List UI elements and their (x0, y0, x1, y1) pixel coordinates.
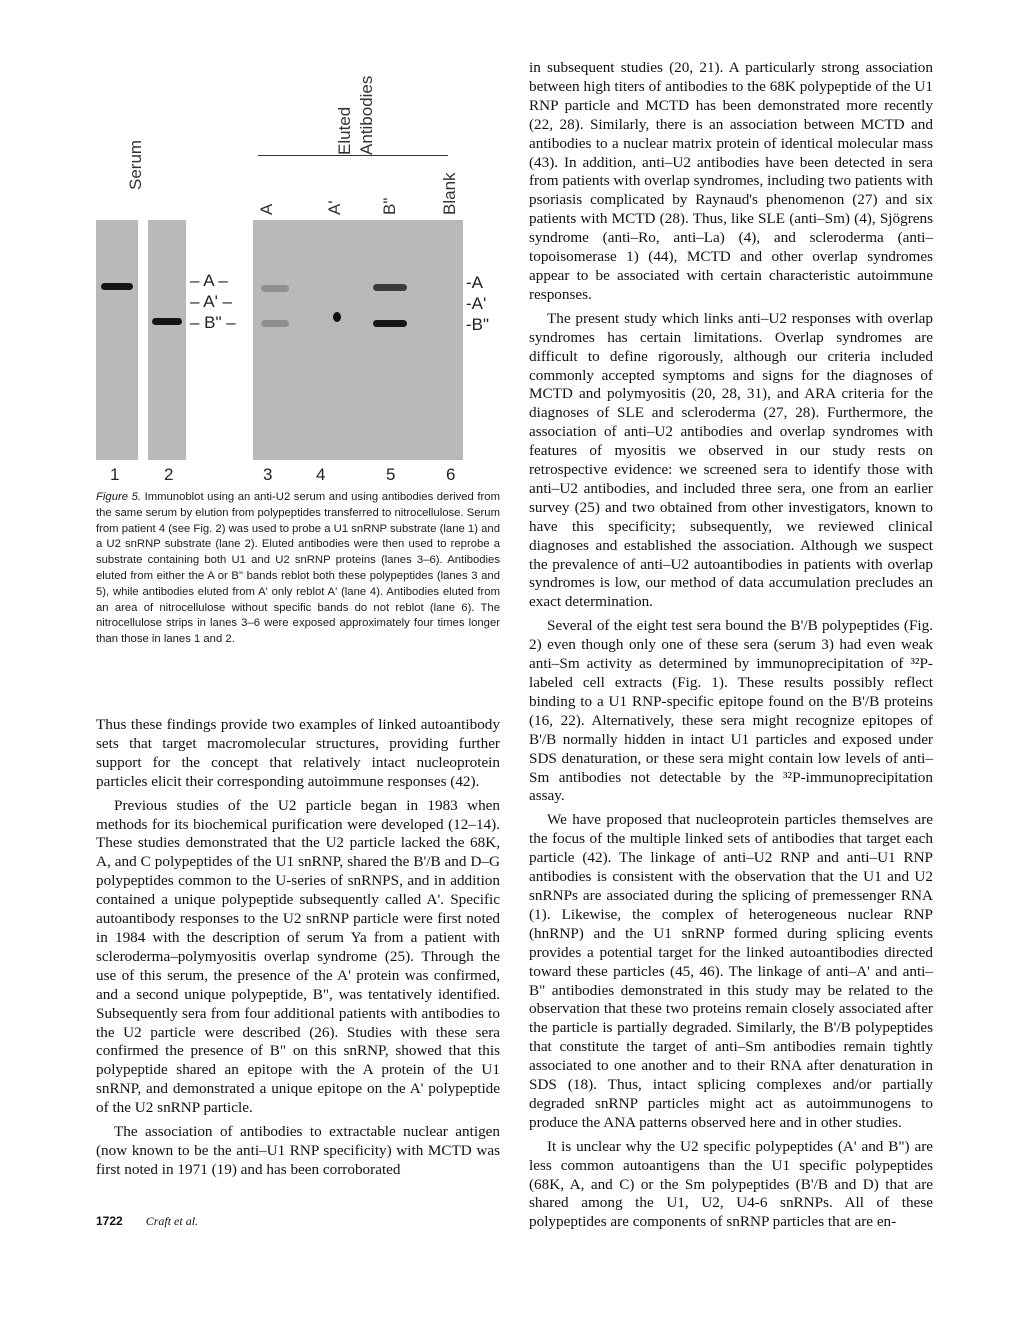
eluted-label: Eluted (335, 106, 354, 155)
lane-2-band-b (152, 318, 182, 325)
right-column (529, 59, 933, 1232)
right-paragraph-3: Several of the eight test sera bound the B'/B polypeptides (Fig. 2) even though only one of these sera (serum 3) had even weak anti–Sm activity as determined by immunoprecipitation of ³²P-labeled cell extracts (Fig. 1). These results possibly reflect binding to a U1 RNP-specific epitope found on the B'/B proteins (16, 22). Alternatively, these sera might recognize epitopes of B'/B normally hidden in intact U1 particles and exposed under SDS denaturation, or these sera might contain low levels of anti–Sm antibodies not detectable by the ³²P-immunoprecipitation assay. (529, 617, 933, 805)
page-number: 1722 (96, 1214, 123, 1228)
lane-5-band-b (373, 320, 407, 327)
right-paragraph-2: The present study which links anti–U2 responses with overlap syndromes has certain limitations. Overlap syndromes are difficult to define rigorously, although our criteria included commonly accepted symptoms and signs for the diagnoses of MCTD and polymyositis (20, 28, 31), and ARA criteria for the diagnoses of SLE and scleroderma (27, 28). Furthermore, the association of anti–U2 antibodies and overlap syndromes with features of myositis we observed in our study rests on retrospective evidence: we screened sera to identify those with anti–U2 antibodies, and included three sera, one from an earlier survey (25) and two obtained from other investigators, known to have this specificity; subsequently, we reviewed clinical diagnoses and established the association. Although we suspect the prevalence of anti–U2 autoantibodies in patients with overlap syndromes is low, our method of data accumulation precludes an exact determination. (529, 309, 933, 611)
lane-number-1: 1 (110, 465, 120, 484)
serum-label: Serum (126, 139, 145, 190)
lane-1-band-a (101, 283, 133, 290)
right-paragraph-5: It is unclear why the U2 specific polypeptides (A' and B") are less common autoantigens than the U1 specific polypeptides (68K, A, and C) or the Sm polypeptides (B'/B and D) that are shared among the U1, U2, U4-6 snRNPs. All of these polypeptides are components of snRNP particles that are en- (529, 1137, 933, 1231)
lanes-3-6-strip (253, 220, 463, 460)
eluted-bracket-line (258, 155, 448, 156)
marker-right-b-double-prime: -B" (466, 315, 490, 334)
left-paragraph-2: Previous studies of the U2 particle began in 1983 when methods for its biochemical purification were developed (12–14). These studies demonstrated that the U2 particle lacked the 68K, A, and C polypeptides of the U1 snRNP, shared the B'/B and D–G polypeptides common to the U-series of snRNPS, and in addition contained a unique polypeptide subsequently called A'. Specific autoantibody responses to the U2 snRNP particle were first noted in 1984 with the description of serum Ya from a patient with scleroderma–polymyositis overlap syndrome (25). Through the use of this serum, the presence of the A' protein was confirmed, and a second unique polypeptide, B", was tentatively identified. Subsequently sera from four additional patients with antibodies to the U2 particle were described (26). Studies with these sera confirmed the presence of B" on this snRNP, showed that this polypeptide shared an epitope with the A protein of the U1 snRNP, and demonstrated a unique epitope on the A' polypeptide of the U2 snRNP particle. (96, 796, 500, 1117)
lane-a-label: A (257, 203, 276, 215)
lane-1-strip (96, 220, 138, 460)
lane-5-band-a (373, 284, 407, 291)
lane-number-2: 2 (164, 465, 174, 484)
lane-3-band-b (261, 320, 289, 327)
figure-caption-label: Figure 5. (96, 491, 141, 503)
lane-a-prime-label: A' (325, 200, 344, 215)
figure-5 (90, 55, 510, 484)
figure-caption (96, 490, 500, 648)
marker-left-a-prime: – A' – (190, 292, 233, 311)
marker-left-a: – A – (190, 271, 228, 290)
marker-right-a-prime: -A' (466, 294, 487, 313)
page-footer (96, 1214, 198, 1229)
lane-2-strip (148, 220, 186, 460)
left-column (96, 716, 500, 1180)
left-paragraph-3: The association of antibodies to extractable nuclear antigen (now known to be the anti–U1 RNP specificity) with MCTD was first noted in 1971 (19) and has been corroborated (96, 1123, 500, 1178)
lane-number-4: 4 (316, 465, 326, 484)
lane-number-6: 6 (446, 465, 456, 484)
right-paragraph-1: in subsequent studies (20, 21). A particularly strong association between high titers of antibodies to the 68K polypeptide of the U1 RNP particle and MCTD has been demonstrated more recently (22, 28). Similarly, there is an association between MCTD and antibodies to a nuclear matrix protein of identical molecular mass (43). In addition, anti–U2 antibodies have been detected in sera from patients with overlap syndromes, including two patients with psoriasis complicated by Raynaud's phenomenon (27) and six patients with MCTD (28). Thus, like SLE (anti–Sm) (4), Sjögrens syndrome (anti–Ro, anti–La) (4), and scleroderma (anti–topoisomerase 1) (44), MCTD and other overlap syndromes appear to be associated with certain characteristic autoimmune responses. (529, 59, 933, 303)
marker-right-a: -A (466, 273, 483, 292)
lane-b-double-prime-label: B" (380, 197, 399, 215)
lane-3-band-a (261, 285, 289, 292)
left-paragraph-1: Thus these findings provide two examples of linked autoantibody sets that target macromolecular structures, providing further support for the concept that relatively intact nucleoprotein particles elicit their corresponding autoimmune responses (42). (96, 716, 500, 790)
antibodies-label: Antibodies (357, 75, 376, 155)
figure-caption-text: Immunoblot using an anti-U2 serum and using antibodies derived from the same serum by elution from polypeptides transferred to nitrocellulose. Serum from patient 4 (see Fig. 2) was used to probe a U1 snRNP substrate (lane 1) and a U2 snRNP substrate (lane 2). Eluted antibodies were then used to reprobe a substrate containing both U1 and U2 snRNP proteins (lanes 3–6). Antibodies eluted from either the A or B" bands reblot both these polypeptides (lanes 3 and 5), while antibodies eluted from A' only reblot A' (lane 4). Antibodies eluted from an area of nitrocellulose without specific bands do not reblot (lane 6). The nitrocellulose strips in lanes 3–6 were exposed approximately four times longer than those in lanes 1 and 2. (96, 491, 500, 646)
lane-number-3: 3 (263, 465, 273, 484)
running-authors: Craft et al. (145, 1214, 199, 1228)
marker-left-b-double-prime: – B" – (190, 313, 236, 332)
right-paragraph-4: We have proposed that nucleoprotein particles themselves are the focus of the multiple linked sets of antibodies that target each particle (42). The linkage of anti–U2 RNP and anti–U1 RNP antibodies is consistent with the observation that the U1 and U2 snRNPs are associated during the splicing of premessenger RNA (1). Likewise, the complex of heterogeneous nuclear RNP (hnRNP) and the U1 snRNP formed during splicing events provides a potential target for the linked autoantibodies directed toward these particles (45, 46). The linkage of anti–A' and anti–B" antibodies demonstrated in this study may be related to the observation that these two proteins remain closely associated after the particle is partially degraded. Similarly, the B'/B polypeptides that constitute the target of anti–Sm antibodies remain tightly associated to one another and to their RNA after denaturation in SDS (18). Thus, intact splicing complexes and/or partially degraded snRNP particles might act as autoimmunogens to produce the ANA patterns observed here and in other studies. (529, 811, 933, 1131)
lane-number-5: 5 (386, 465, 396, 484)
lane-4-band-a-prime (333, 312, 341, 322)
lane-blank-label: Blank (440, 172, 459, 215)
